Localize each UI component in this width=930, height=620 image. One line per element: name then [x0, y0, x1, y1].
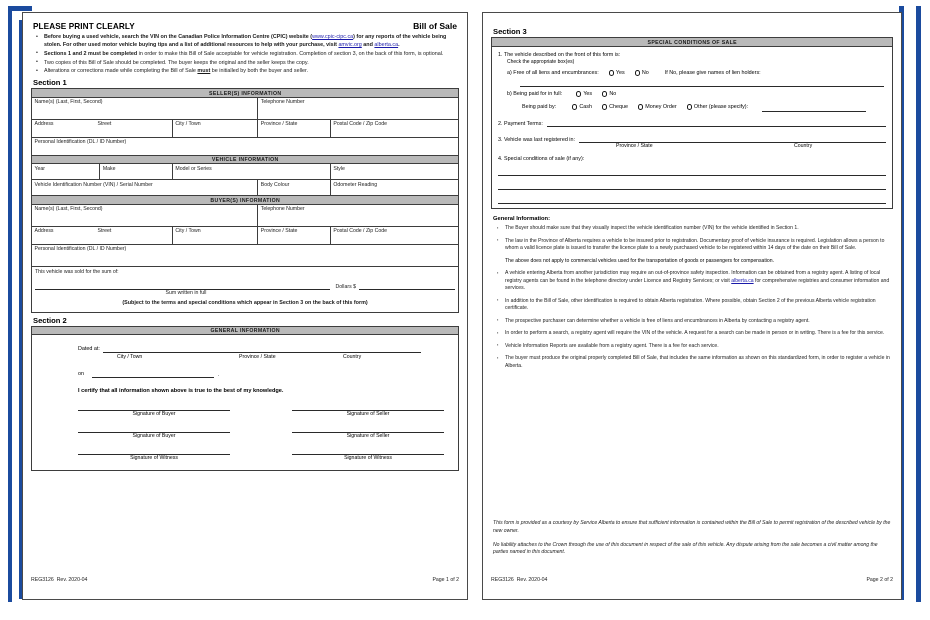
- signature-grid: [42, 403, 448, 462]
- form-page-1: [22, 12, 468, 600]
- subject-to-terms-note: (Subject to the terms and special conditions which appear in Section 3 on the back of this form): [122, 300, 368, 307]
- radio-icon[interactable]: [638, 104, 643, 109]
- sellers-information-band: SELLER(S) INFORMATION: [32, 89, 459, 98]
- buyer-telephone-field[interactable]: Telephone Number: [258, 204, 459, 226]
- intro-bullet: [42, 59, 459, 67]
- paid-by-label: Being paid by:: [522, 104, 557, 110]
- section-2-body: [31, 335, 459, 471]
- text-run: Alterations or corrections made while completing the Bill of Sale: [44, 68, 198, 75]
- form-code: REG3126: [491, 577, 514, 583]
- buyer-city-field[interactable]: City / Town: [172, 226, 257, 244]
- caption-province: Province / State: [239, 353, 276, 360]
- text-run: In order to perform a search, a registry agent will require the VIN of the vehicle. A request for a search can be made in person or in writing. There is a fee for this service.: [505, 330, 885, 337]
- sold-for-label: This vehicle was sold for the sum of:: [35, 268, 119, 275]
- vehicle-vin-field[interactable]: Vehicle Identification Number (VIN) / Serial Number: [32, 180, 258, 196]
- buyer-name-row: [32, 204, 459, 226]
- on-label: on: [78, 370, 84, 377]
- signature-caption: Signature of Witness: [130, 455, 178, 462]
- paid-by-option[interactable]: [638, 104, 677, 110]
- lien-holders-note: If No, please give names of lien holders:: [664, 70, 761, 76]
- form-code: REG3126: [31, 577, 54, 583]
- intro-instructions-list: [31, 33, 459, 75]
- general-info-bullet: [505, 225, 893, 233]
- inline-link[interactable]: alberta.ca: [731, 277, 754, 284]
- radio-icon[interactable]: [687, 104, 692, 109]
- text-run: .: [398, 42, 400, 49]
- intro-bullet: [42, 67, 459, 75]
- vehicle-band-row: [32, 155, 459, 164]
- seller-names-field[interactable]: Name(s) (Last, First, Second): [32, 97, 258, 119]
- general-info-bullet: [505, 238, 893, 253]
- liens-yes-option[interactable]: [609, 70, 625, 76]
- signature-input[interactable]: [292, 425, 444, 433]
- general-information-band: GENERAL INFORMATION: [32, 326, 459, 335]
- page1-header: [31, 19, 459, 31]
- dated-at-captions: [42, 354, 448, 360]
- paid-full-yes-option[interactable]: [576, 91, 592, 97]
- signature-cell: [78, 403, 230, 418]
- liens-no-option[interactable]: [635, 70, 649, 76]
- form-page-2: [482, 12, 902, 600]
- disclaimer-paragraph: No liability attaches to the Crown through the use of this document in respect of the sale of this vehicle. Any dispute arising from the sale becomes a civil matter among the parties named in this document.: [493, 541, 878, 556]
- text-run: Before buying a used vehicle, search the VIN on the Canadian Police Information Centre (CPIC) website (: [44, 34, 313, 40]
- inline-link[interactable]: amvic.org: [338, 42, 362, 49]
- paid-by-option-label: Money Order: [645, 104, 677, 110]
- page2-number: Page 2 of 2: [866, 577, 893, 583]
- sold-for-cell: [32, 266, 459, 312]
- signature-caption: Signature of Seller: [346, 433, 390, 440]
- inline-link[interactable]: www.cpic-cipc.ca: [312, 34, 354, 40]
- signature-cell: [78, 447, 230, 462]
- text-run: The buyer must produce the original properly completed Bill of Sale, that includes the same information as shown on this standardized form, in order to register a vehicle in Alberta.: [505, 355, 890, 369]
- signature-cell: [292, 403, 444, 418]
- inline-link[interactable]: alberta.ca: [374, 42, 399, 49]
- question-1b-row: [498, 91, 886, 97]
- general-info-bullet: [505, 330, 893, 338]
- general-information-list: [491, 225, 893, 370]
- print-clearly-heading: PLEASE PRINT CLEARLY: [33, 22, 135, 31]
- paid-by-option-label: Cash: [579, 104, 592, 110]
- general-band-row: [32, 326, 459, 335]
- buyer-province-field[interactable]: Province / State: [258, 226, 331, 244]
- seller-id-row: [32, 137, 459, 155]
- dated-at-label: Dated at:: [78, 346, 100, 353]
- radio-icon[interactable]: [602, 104, 607, 109]
- signature-row: [42, 425, 448, 440]
- vehicle-model-field[interactable]: Model or Series: [172, 164, 330, 180]
- street-label: Street: [97, 121, 112, 128]
- caption-country: Country: [343, 353, 362, 360]
- vehicle-make-field[interactable]: Make: [100, 164, 173, 180]
- page1-footer: [31, 577, 459, 583]
- last-registered-input[interactable]: [579, 134, 886, 143]
- sold-amount-line: [35, 282, 455, 290]
- paid-by-options: [572, 104, 758, 110]
- text-run: ) for any reports of the vehicle being stolen. For other used motor vehicle buying tips and a list of additional resources to help with your purchase, visit: [44, 34, 447, 49]
- signature-input[interactable]: [78, 447, 230, 455]
- form-code-right: [491, 577, 547, 583]
- text-run: Sections 1 and 2 must be completed: [44, 50, 138, 57]
- liens-yes-label: Yes: [615, 70, 625, 76]
- paid-by-other-input[interactable]: [762, 103, 866, 112]
- seller-province-field[interactable]: Province / State: [258, 119, 331, 137]
- special-conditions-input-2[interactable]: [498, 179, 886, 190]
- intro-bullet: [42, 50, 459, 58]
- special-conditions-input-3[interactable]: [498, 193, 886, 204]
- sold-amount-input[interactable]: [359, 282, 455, 290]
- text-run: In addition to the Bill of Sale, other identification is required to obtain Alberta registration. Where possible, obtain Section 2 of the previous Alberta vehicle registration certificate.: [505, 297, 876, 312]
- text-run: The Buyer should make sure that they visually inspect the vehicle identification number (VIN) for the vehicle identified in Section 1.: [505, 225, 799, 231]
- signature-input[interactable]: [292, 447, 444, 455]
- caption-country: Country: [794, 143, 813, 149]
- vehicle-information-band: VEHICLE INFORMATION: [32, 155, 459, 164]
- lien-holders-input[interactable]: [520, 76, 884, 87]
- sold-for-row: [32, 266, 459, 312]
- question-1-label: 1. The vehicle described on the front of this form is:: [498, 51, 621, 58]
- seller-city-field[interactable]: City / Town: [172, 119, 257, 137]
- text-run: The law in the Province of Alberta requires a vehicle to be insured prior to registration. Documentary proof of vehicle insurance is required. Legislation allows a person to whom a valid licence plate is issued to transfer the licence plate to a newly purchased vehicle to be registered within 14 days of the date on their Bill of Sale.: [505, 237, 885, 252]
- address-label: Address: [34, 121, 54, 128]
- radio-icon[interactable]: [576, 91, 581, 96]
- general-info-bullet: [505, 343, 893, 351]
- last-registered-captions: [498, 143, 886, 149]
- seller-personal-id-field[interactable]: Personal Identification (DL / ID Number): [32, 137, 459, 155]
- signature-row: [42, 403, 448, 418]
- vehicle-body-colour-field[interactable]: Body Colour: [258, 180, 331, 196]
- caption-city: City / Town: [117, 353, 143, 360]
- liens-no-label: No: [641, 70, 649, 76]
- text-run: A vehicle entering Alberta from another jurisdiction may require an out-of-province safety inspection. Information can be obtained from a registry agent. A listing of local registry agents can be found in the telephone directory under Licence and Registry Services; or visit: [505, 270, 881, 284]
- last-registered-row: [498, 134, 886, 143]
- general-info-bullet: [505, 318, 893, 326]
- form-code-left: [31, 577, 87, 583]
- intro-bullet: [42, 33, 459, 49]
- paid-by-row: [498, 103, 886, 112]
- text-run: for comprehensive registries and consumer information and services.: [505, 277, 890, 292]
- text-run: in order to make this Bill of Sale acceptable for vehicle registration. Completion of section 3, on the back of this form, is optional.: [137, 50, 444, 57]
- radio-icon[interactable]: [572, 104, 577, 109]
- paid-full-no-label: No: [609, 91, 617, 97]
- payment-terms-input[interactable]: [547, 118, 886, 127]
- page1-number: Page 1 of 2: [432, 577, 459, 583]
- last-registered-label: 3. Vehicle was last registered in:: [498, 136, 576, 143]
- buyers-information-band: BUYER(S) INFORMATION: [32, 196, 459, 205]
- section-2-label: Section 2: [33, 315, 67, 325]
- vehicle-odometer-field[interactable]: Odometer Reading: [330, 180, 458, 196]
- paid-by-option[interactable]: [572, 104, 592, 110]
- on-date-input[interactable]: [92, 369, 214, 378]
- payment-terms-label: 2. Payment Terms:: [498, 120, 543, 127]
- address-label: Address: [34, 228, 54, 235]
- on-suffix: .: [218, 371, 220, 378]
- general-info-note: The above does not apply to commercial vehicles used for the transportation of goods or passengers for compensation.: [505, 257, 774, 264]
- general-info-bullet: [505, 298, 893, 313]
- scan-mark-right-outer: [916, 6, 921, 602]
- dated-at-input[interactable]: [103, 344, 421, 353]
- sum-written-input[interactable]: [35, 282, 330, 290]
- question-1a-label: a) Free of all liens and encumbrances:: [507, 70, 599, 76]
- signature-input[interactable]: [78, 425, 230, 433]
- signature-caption: Signature of Buyer: [132, 411, 176, 418]
- seller-telephone-field[interactable]: Telephone Number: [258, 97, 459, 119]
- paid-by-option-label: Cheque: [609, 104, 629, 110]
- section-3-body: [491, 47, 893, 210]
- signature-cell: [292, 425, 444, 440]
- buyer-postal-field[interactable]: Postal Code / Zip Code: [330, 226, 458, 244]
- text-run: and: [361, 42, 375, 49]
- seller-address-field[interactable]: [32, 119, 173, 137]
- street-label: Street: [97, 228, 112, 235]
- payment-terms-row: [498, 118, 886, 127]
- buyer-personal-id-field[interactable]: Personal Identification (DL / ID Number): [32, 244, 459, 266]
- paid-by-option-label: Other (please specify):: [693, 104, 749, 110]
- vehicle-year-field[interactable]: Year: [32, 164, 100, 180]
- signature-input[interactable]: [78, 403, 230, 411]
- paid-full-no-option[interactable]: [602, 91, 616, 97]
- buyer-address-field[interactable]: [32, 226, 173, 244]
- special-conditions-input-1[interactable]: [498, 165, 886, 176]
- seller-address-row: [32, 119, 459, 137]
- dated-at-row: [42, 344, 448, 353]
- paid-by-option[interactable]: [687, 104, 748, 110]
- sum-written-caption: Sum written in full: [165, 290, 207, 297]
- text-run: The prospective purchaser can determine whether a vehicle is free of liens and encumbrances in Alberta by contacting a registry agent.: [505, 317, 810, 324]
- disclaimer-block: [493, 520, 891, 563]
- disclaimer-paragraph: This form is provided as a courtesy by Service Alberta to ensure that sufficient information is contained within the Bill of Sale to permit registration of the described vehicle by the new owner.: [493, 520, 891, 535]
- form-revision: Rev. 2020-04: [56, 577, 88, 583]
- text-run: Vehicle Information Reports are available from a registry agent. There is a fee for each service.: [505, 342, 719, 349]
- seller-name-row: [32, 97, 459, 119]
- vehicle-style-field[interactable]: Style: [330, 164, 458, 180]
- paid-by-option[interactable]: [602, 104, 628, 110]
- buyer-address-row: [32, 226, 459, 244]
- general-info-bullet: [505, 355, 893, 370]
- buyer-id-row: [32, 244, 459, 266]
- general-info-bullet: [505, 270, 893, 293]
- buyer-names-field[interactable]: Name(s) (Last, First, Second): [32, 204, 258, 226]
- page-title: Bill of Sale: [413, 21, 457, 31]
- special-band-row: [492, 38, 893, 47]
- special-conditions-band: SPECIAL CONDITIONS OF SALE: [492, 38, 893, 47]
- section-1-table: [31, 88, 459, 313]
- signature-caption: Signature of Buyer: [132, 433, 176, 440]
- section-1-label: Section 1: [33, 78, 67, 88]
- radio-icon[interactable]: [602, 91, 607, 96]
- dollars-label: Dollars $: [335, 283, 356, 290]
- check-boxes-hint: Check the appropriate box(es): [507, 58, 575, 65]
- signature-row: [42, 447, 448, 462]
- signature-cell: [78, 425, 230, 440]
- section-2-band-table: [31, 326, 459, 336]
- section-3-band-table: [491, 37, 893, 47]
- text-run: Two copies of this Bill of Sale should be completed. The buyer keeps the original and the seller keeps the copy.: [44, 59, 309, 66]
- vehicle-vin-row: [32, 180, 459, 196]
- signature-caption: Signature of Seller: [346, 411, 390, 418]
- text-run: be initialled by both the buyer and seller.: [210, 68, 309, 75]
- vehicle-basic-row: [32, 164, 459, 180]
- signature-cell: [292, 447, 444, 462]
- text-run: must: [197, 68, 211, 75]
- form-revision: Rev. 2020-04: [516, 577, 548, 583]
- general-information-heading: General Information:: [493, 216, 551, 222]
- buyers-band-row: [32, 196, 459, 205]
- scan-mark-left-outer: [8, 6, 12, 602]
- on-date-row: [42, 369, 448, 378]
- question-1b-label: b) Being paid for in full:: [507, 91, 563, 97]
- signature-caption: Signature of Witness: [344, 455, 392, 462]
- radio-icon[interactable]: [635, 70, 640, 75]
- paid-full-yes-label: Yes: [583, 91, 593, 97]
- caption-province: Province / State: [616, 143, 653, 149]
- section-3-label: Section 3: [493, 27, 527, 36]
- special-conditions-label: 4. Special conditions of sale (if any):: [498, 156, 585, 162]
- certification-statement: I certify that all information shown above is true to the best of my knowledge.: [78, 387, 284, 394]
- sellers-band-row: [32, 89, 459, 98]
- page2-footer: [491, 577, 893, 583]
- radio-icon[interactable]: [609, 70, 614, 75]
- signature-input[interactable]: [292, 403, 444, 411]
- seller-postal-field[interactable]: Postal Code / Zip Code: [330, 119, 458, 137]
